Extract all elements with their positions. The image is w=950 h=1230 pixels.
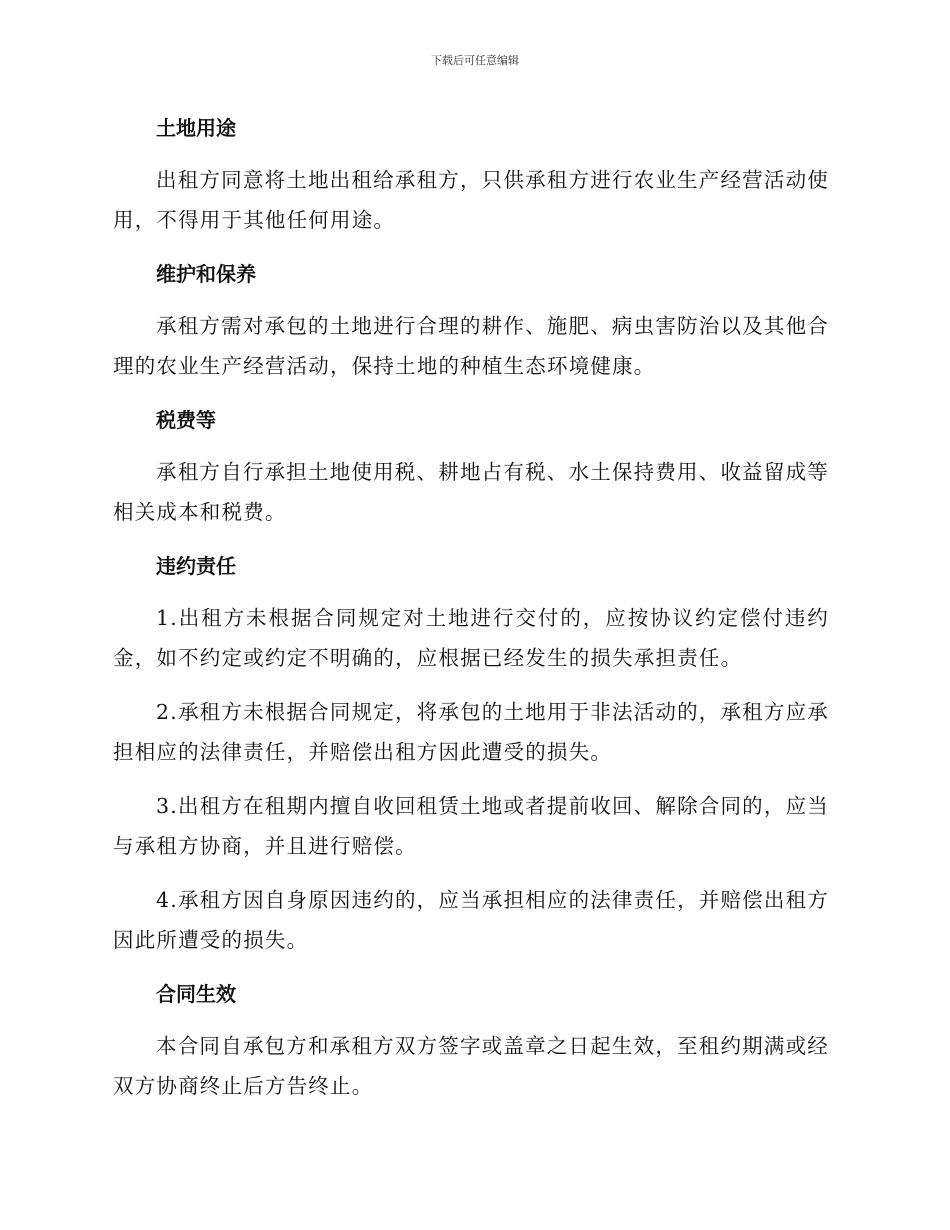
section-heading: 合同生效 (156, 982, 236, 1006)
section-liability (113, 546, 829, 960)
section-heading: 维护和保养 (156, 262, 256, 286)
section-effectiveness (113, 974, 829, 1106)
page-header: 下载后可任意编辑 (431, 54, 519, 67)
document-body (113, 108, 829, 1120)
section-land-use (113, 108, 829, 240)
paragraph: 承租方自行承担土地使用税、耕地占有税、水土保持费用、收益留成等相关成本和税费。 (113, 460, 829, 524)
paragraph: 3.出租方在租期内擅自收回租赁土地或者提前收回、解除合同的，应当与承租方协商，并且进行赔偿。 (113, 794, 829, 858)
section-heading: 违约责任 (156, 554, 236, 578)
section-maintenance (113, 254, 829, 386)
paragraph: 出租方同意将土地出租给承租方，只供承租方进行农业生产经营活动使用，不得用于其他任何用途。 (113, 168, 829, 232)
paragraph: 2.承租方未根据合同规定，将承包的土地用于非法活动的，承租方应承担相应的法律责任，并赔偿出租方因此遭受的损失。 (113, 700, 829, 764)
paragraph: 承租方需对承包的土地进行合理的耕作、施肥、病虫害防治以及其他合理的农业生产经营活动，保持土地的种植生态环境健康。 (113, 314, 829, 378)
section-heading: 土地用途 (156, 116, 236, 140)
paragraph: 1.出租方未根据合同规定对土地进行交付的，应按协议约定偿付违约金，如不约定或约定不明确的，应根据已经发生的损失承担责任。 (113, 606, 829, 670)
paragraph: 4.承租方因自身原因违约的，应当承担相应的法律责任，并赔偿出租方因此所遭受的损失。 (113, 888, 829, 952)
paragraph: 本合同自承包方和承租方双方签字或盖章之日起生效，至租约期满或经双方协商终止后方告终止。 (113, 1034, 829, 1098)
section-heading: 税费等 (156, 408, 216, 432)
section-taxes (113, 400, 829, 532)
